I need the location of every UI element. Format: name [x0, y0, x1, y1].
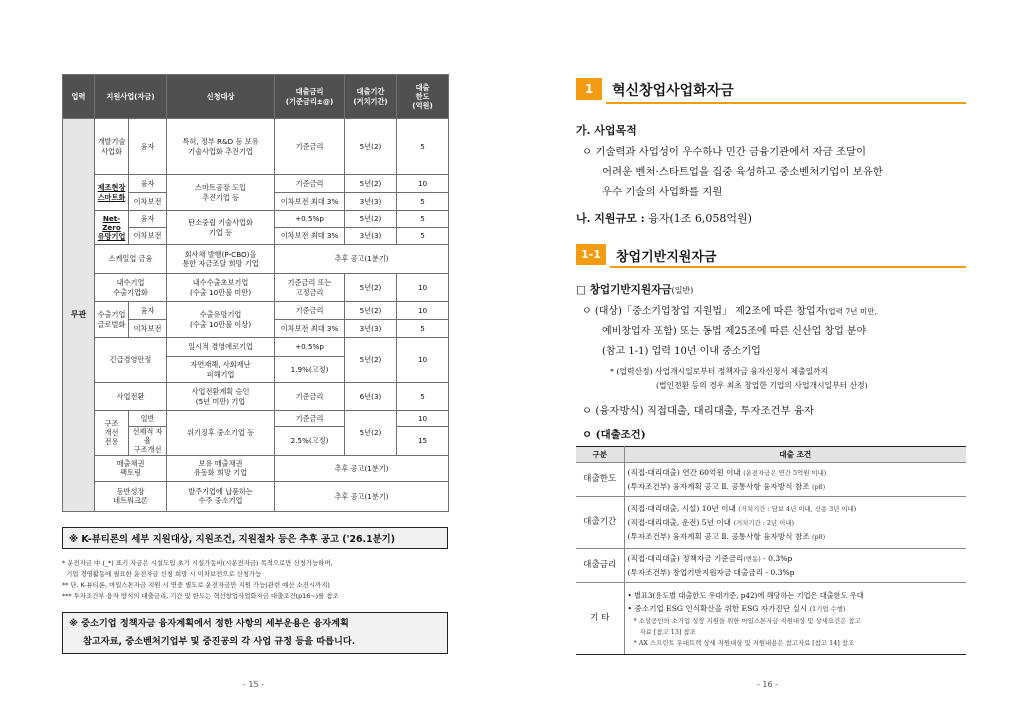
- limit-cell: 5: [397, 119, 449, 175]
- target-cell: 자연재해, 사회재난 피해기업: [167, 357, 275, 383]
- loan-period-cell: [624, 497, 966, 549]
- fund-note: (일반): [671, 286, 694, 295]
- limit-cell: 15: [397, 427, 449, 456]
- loan-limit-cell: [624, 463, 966, 497]
- page-number-left: - 15 -: [243, 680, 265, 689]
- target-cell: 회사채 발행(P-CBO)을 통한 자금조달 희망 기업: [167, 245, 275, 274]
- period-cell: 3년(3): [345, 320, 397, 338]
- target-line: ㅇ (대상)「중소기업창업 지원법」 제2조에 따른 창업자(업력 7년 미만,: [582, 306, 877, 317]
- page-number-right: - 16 -: [757, 680, 779, 689]
- footnote: * 운전자금 中 (_*) 표기 자금은 시설도입 초기 시설가동비(시운전자금) 목적으로만 신청가능하며,: [62, 559, 333, 567]
- loan-limit-line: (투자조건부) 융자계획 공고 Ⅱ. 공통사항 융자방식 참조 (p8): [627, 481, 826, 491]
- program-cell: 제조현장 스마트화: [95, 175, 129, 211]
- limit-cell: 10: [397, 411, 449, 427]
- target-line: (참고 1-1) 업력 10년 이내 중소기업: [602, 346, 761, 357]
- loan-rate-line: (투자조건부) 창업기반지원자금 대출금리 - 0.3%p: [627, 568, 795, 577]
- target-cell: 수출유망기업 (수출 10만불 이상): [167, 302, 275, 338]
- limit-cell: 5: [397, 228, 449, 245]
- section-number: 1: [576, 78, 602, 100]
- loan-limit-line: (직접·대리대출) 연간 60억원 이내 (운전자금은 연간 5억원 이내): [627, 467, 827, 477]
- target-cell: 탄소중립 기술사업화 기업 등: [167, 211, 275, 245]
- loan-key-period: 대출기간: [576, 497, 624, 549]
- period-cell: 5년(2): [345, 274, 397, 302]
- scale-label: 나. 지원규모 :: [576, 212, 645, 225]
- funding-table-container: [62, 74, 448, 512]
- loan-etc-cell: [624, 583, 966, 655]
- loan-etc-line: • 별표3(용도별 대출한도 우대기준, p42)에 해당하는 기업은 대출한도 우대: [627, 590, 864, 600]
- target-line: 예비창업자 포함) 또는 동법 제25조에 따른 신산업 창업 분야: [602, 326, 867, 337]
- type-cell: 일반: [129, 411, 167, 427]
- category-cell: 무관: [63, 119, 95, 512]
- limit-cell: 5: [397, 383, 449, 411]
- program-cell: 구조 개선 전용: [95, 411, 129, 456]
- loan-key-limit: 대출한도: [576, 463, 624, 497]
- fund-heading: [576, 282, 693, 297]
- period-cell: 5년(2): [345, 338, 397, 383]
- footnote: ** 단, K-뷰티론, 마일스톤자금 지원 시 연중 별도로 운전자금만 지원 가능(관련 예산 소진시까지): [62, 581, 330, 589]
- rate-cell: 기준금리: [275, 302, 345, 320]
- program-cell: Net-Zero 유망기업: [95, 211, 129, 245]
- program-cell: 수출기업 글로벌화: [95, 302, 129, 338]
- rate-cell: 기준금리: [275, 411, 345, 427]
- rate-cell: 기준금리 또는 고정금리: [275, 274, 345, 302]
- purpose-line: ㅇ 기술력과 사업성이 우수하나 민간 금융기관에서 자금 조달이: [582, 146, 867, 158]
- target-cell: 위기징후 중소기업 등: [167, 411, 275, 456]
- loan-header-category: 구분: [576, 447, 624, 463]
- loan-etc-line: 자료 [참고 13] 참조: [639, 627, 696, 636]
- loan-method: ㅇ (융자방식) 직접대출, 대리대출, 투자조건부 융자: [582, 405, 814, 417]
- announce-cell: 추후 공고(1분기): [275, 245, 449, 274]
- program-cell: 사업전환: [95, 383, 167, 411]
- rate-cell: 2.5%(고정): [275, 427, 345, 456]
- rate-cell: 이차보전 최대 3%: [275, 193, 345, 211]
- limit-cell: 10: [397, 274, 449, 302]
- section-underline: [606, 102, 966, 104]
- announce-cell: 추후 공고(1분기): [275, 481, 449, 511]
- k-beauty-callout: ※ K-뷰티론의 세부 지원대상, 지원조건, 지원절차 등은 추후 공고 ('26.1분기): [62, 527, 448, 549]
- rate-cell: 1.9%(고정): [275, 357, 345, 383]
- period-cell: 5년(2): [345, 411, 397, 456]
- announce-cell: 추후 공고(1분기): [275, 455, 449, 481]
- funding-table: [62, 74, 449, 512]
- header-program: 지원사업(자금): [95, 75, 167, 119]
- rate-cell: 기준금리: [275, 383, 345, 411]
- type-cell: 융자: [129, 211, 167, 228]
- loan-etc-line: • 중소기업 ESG 인식확산을 위한 ESG 자가진단 실시 (1기업 수행): [627, 603, 846, 613]
- loan-rate-line: (직접·대리대출) 정책자금 기준금리(변동) - 0.3%p: [627, 554, 793, 563]
- purpose-heading: 가. 사업목적: [576, 124, 637, 137]
- period-cell: 3년(3): [345, 228, 397, 245]
- target-cell: 보유 매출채권 유동화 희망 기업: [167, 455, 275, 481]
- type-cell: 이차보전: [129, 320, 167, 338]
- program-cell: 개발기술 사업화: [95, 119, 129, 175]
- target-cell: 내수수출초보기업 (수출 10만불 미만): [167, 274, 275, 302]
- target-cell: 일시적 경영애로기업: [167, 338, 275, 357]
- footnote: 기업 경영활동에 필요한 운전자금 신청 희망 시 이차보전으로 신청가능: [62, 570, 262, 578]
- rate-cell: 기준금리: [275, 119, 345, 175]
- regulation-notice-box: [62, 612, 448, 654]
- rate-cell: 이차보전 최대 3%: [275, 228, 345, 245]
- period-cell: 5년(2): [345, 302, 397, 320]
- header-target: 신청대상: [167, 75, 275, 119]
- type-cell: 이차보전: [129, 228, 167, 245]
- loan-etc-line: * 소상공인의 소기업 성장 지원을 위한 마일스톤자금 지원대상 및 상세요건은 참고: [633, 616, 861, 625]
- program-cell: 내수기업 수출기업화: [95, 274, 167, 302]
- purpose-text: [582, 142, 972, 202]
- target-note-line: (법인전환 등의 경우 최초 창업한 기업의 사업개시일부터 산정): [656, 381, 868, 390]
- header-limit: 대출 한도 (억원): [397, 75, 449, 119]
- footnote: *** 투자조건부 융자 방식의 대출금리, 기간 및 한도는 혁신창업사업화자금 대출조건(p16~)를 참조: [62, 592, 339, 600]
- period-cell: 5년(2): [345, 119, 397, 175]
- loan-rate-cell: [624, 549, 966, 583]
- limit-cell: 10: [397, 338, 449, 383]
- limit-cell: 5: [397, 211, 449, 228]
- notice-line: 참고자료, 중소벤처기업부 및 중진공의 각 사업 규정 등을 따릅니다.: [83, 636, 356, 647]
- subsection-underline: [610, 266, 966, 268]
- header-period: 대출기간 (거치기간): [345, 75, 397, 119]
- period-cell: 3년(3): [345, 193, 397, 211]
- type-cell: 융자: [129, 175, 167, 193]
- purpose-line: 어려운 벤처·스타트업을 집중 육성하고 중소벤처기업이 보유한: [602, 166, 883, 178]
- period-cell: 6년(3): [345, 383, 397, 411]
- scale-value: 융자(1조 6,058억원): [648, 212, 752, 225]
- program-cell: 매출채권 팩토링: [95, 455, 167, 481]
- program-cell: 긴급경영안정: [95, 338, 167, 383]
- period-cell: 5년(2): [345, 175, 397, 193]
- loan-key-etc: 기 타: [576, 583, 624, 655]
- footnotes: [62, 558, 448, 602]
- rate-cell: +0.5%p: [275, 338, 345, 357]
- section-title: 혁신창업사업화자금: [612, 83, 734, 99]
- period-cell: 5년(2): [345, 211, 397, 228]
- target-cell: 사업전환계획 승인 (5년 미만) 기업: [167, 383, 275, 411]
- limit-cell: 5: [397, 193, 449, 211]
- type-cell: 이차보전: [129, 193, 167, 211]
- subsection-title: 창업기반지원자금: [616, 250, 717, 265]
- target-cell: 스마트공장 도입 추진기업 등: [167, 175, 275, 211]
- header-age: 업력: [63, 75, 95, 119]
- loan-period-line: (직접·대리대출, 시설) 10년 이내 (거치기간 : 담보 4년 이내, 신용 3년 이내): [627, 503, 857, 513]
- fund-label: □ 창업기반지원자금: [576, 284, 672, 296]
- loan-conditions-heading: ㅇ (대출조건): [582, 429, 646, 441]
- loan-conditions-table: [576, 446, 966, 655]
- rate-cell: 기준금리: [275, 175, 345, 193]
- loan-header-condition: 대출 조건: [624, 447, 966, 463]
- loan-etc-line: * AX 스프린트 우대트랙 상세 지원대상 및 지원내용은 참고자료 [참고 14] 참조: [633, 638, 855, 647]
- target-note: [610, 365, 868, 393]
- section-header: [576, 76, 966, 104]
- loan-period-line: (투자조건부) 융자계획 공고 Ⅱ. 공통사항 융자방식 참조 (p8): [627, 531, 826, 541]
- notice-line: ※ 중소기업 정책자금 융자계획에서 정한 사항의 세부운용은 융자계획: [69, 618, 349, 629]
- target-cell: 발주기업에 납품하는 수주 중소기업: [167, 481, 275, 511]
- loan-key-rate: 대출금리: [576, 549, 624, 583]
- subsection-header: [576, 242, 966, 268]
- type-cell: 융자: [129, 119, 167, 175]
- rate-cell: +0.5%p: [275, 211, 345, 228]
- header-rate: 대출금리 (기준금리±@): [275, 75, 345, 119]
- loan-period-line: (직접·대리대출, 운전) 5년 이내 (거치기간 : 2년 이내): [627, 517, 794, 527]
- limit-cell: 5: [397, 320, 449, 338]
- target-note-line: * (업력산정) 사업개시일로부터 정책자금 융자신청서 제출일까지: [610, 367, 829, 376]
- program-cell: 스케일업 금융: [95, 245, 167, 274]
- limit-cell: 10: [397, 302, 449, 320]
- target-text: [582, 302, 974, 362]
- type-cell: 융자: [129, 302, 167, 320]
- scale-line: [576, 210, 752, 226]
- purpose-line: 우수 기술의 사업화를 지원: [602, 186, 723, 198]
- subsection-number: 1-1: [576, 244, 606, 265]
- limit-cell: 10: [397, 175, 449, 193]
- program-cell: 동반성장 네트워크론: [95, 481, 167, 511]
- target-cell: 특허, 정부 R&D 등 보유 기술사업화 추진기업: [167, 119, 275, 175]
- type-cell: 선제적 자율 구조개선: [129, 427, 167, 456]
- rate-cell: 이차보전 최대 3%: [275, 320, 345, 338]
